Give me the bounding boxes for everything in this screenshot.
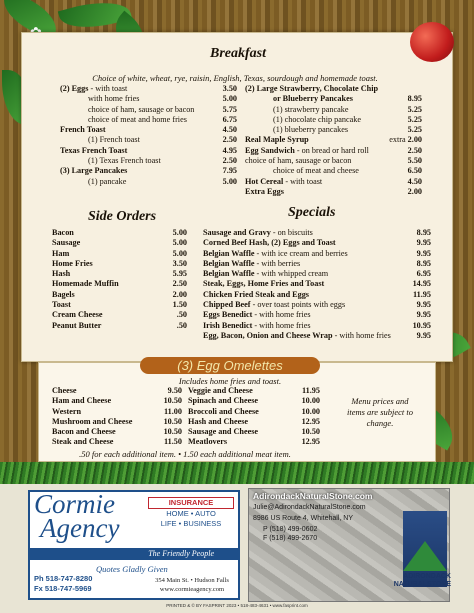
menu-item-price: 9.95 <box>416 300 431 310</box>
menu-item-name: Peanut Butter <box>52 320 102 330</box>
menu-item-price: 10.50 <box>163 416 182 426</box>
menu-item <box>203 331 431 341</box>
menu-item <box>203 310 431 320</box>
menu-item-name: French Toast <box>60 125 106 135</box>
menu-item <box>52 300 187 310</box>
menu-item-price: 5.00 <box>172 248 187 258</box>
menu-item-desc: - with toast <box>88 84 128 93</box>
menu-item-extra: extra <box>389 135 408 145</box>
menu-item-name: Hash and Cheese <box>188 416 249 426</box>
menu-item <box>60 156 237 166</box>
omelettes-footnote: .50 for each additional item. • 1.50 each additional meat item. <box>79 449 291 459</box>
menu-item-price: 11.00 <box>164 406 182 416</box>
omelettes-right-list <box>188 386 320 448</box>
breakfast-left-list <box>60 84 237 187</box>
menu-item-price: 11.95 <box>302 386 320 395</box>
menu-item-desc: (1) pancake <box>88 176 127 186</box>
stone-site: AdirondackNaturalStone.com <box>253 491 373 501</box>
menu-item-desc: - with home fries <box>252 310 311 320</box>
menu-item-name: Western <box>52 406 82 416</box>
menu-item-name: Home Fries <box>52 258 93 268</box>
menu-item <box>52 437 182 447</box>
menu-item-desc: - with berries <box>254 258 301 268</box>
menu-item-price: 9.95 <box>416 310 431 320</box>
menu-item-price: 9.95 <box>416 238 431 248</box>
menu-item-name: or Blueberry Pancakes <box>273 94 353 104</box>
menu-item-price: 5.25 <box>407 104 422 114</box>
breakfast-right-list <box>245 84 422 197</box>
menu-item <box>60 166 237 176</box>
menu-item-name: Ham and Cheese <box>52 396 112 406</box>
menu-item-price: 6.95 <box>416 269 431 279</box>
insurance-box <box>148 497 234 529</box>
menu-item-name: Bagels <box>52 289 75 299</box>
menu-item-name: (3) Large Pancakes <box>60 166 128 176</box>
menu-item-price: 5.00 <box>222 94 237 104</box>
menu-item-price: 2.50 <box>407 145 422 155</box>
menu-item <box>52 279 187 289</box>
menu-item <box>52 407 182 417</box>
menu-item-name: (2) Eggs <box>60 84 89 93</box>
menu-item-price: 5.00 <box>172 228 187 237</box>
menu-item-name: Egg Sandwich <box>245 145 295 155</box>
menu-item-name: Sausage and Gravy <box>203 228 271 237</box>
menu-item-price: 8.95 <box>416 228 431 237</box>
mountain-icon <box>403 541 447 571</box>
menu-item <box>245 177 422 187</box>
stone-email: Julie@AdirondackNaturalStone.com <box>253 504 366 511</box>
printer-credit: PRINTED & © BY FASPRINT 2023 • 518-483-4631 • www.fasprint.com <box>166 603 308 608</box>
menu-item-price: 10.95 <box>412 320 431 330</box>
menu-item-desc: choice of meat and home fries <box>88 114 187 124</box>
menu-item <box>52 290 187 300</box>
menu-item <box>245 156 422 166</box>
menu-item-price: .50 <box>176 310 187 320</box>
menu-item <box>245 105 422 115</box>
menu-item-desc: - on biscuits <box>270 228 313 237</box>
cormie-address: 354 Main St. • Hudson Falls www.cormieagency.com <box>155 577 229 593</box>
menu-item-price: 1.50 <box>172 300 187 310</box>
menu-item-name: Hot Cereal <box>245 176 284 186</box>
menu-item-price: 5.95 <box>172 269 187 279</box>
menu-item <box>245 166 422 176</box>
menu-item-price: 9.95 <box>416 330 431 340</box>
menu-item-price: 2.50 <box>222 135 237 145</box>
menu-item-price: 14.95 <box>412 279 431 289</box>
menu-item-price: 5.00 <box>222 176 237 186</box>
menu-item-name: Steak and Cheese <box>52 437 114 447</box>
menu-item-desc: (1) blueberry pancakes <box>273 125 349 135</box>
menu-item-price: 10.50 <box>163 427 182 437</box>
menu-item-price: 5.50 <box>407 156 422 166</box>
menu-item-price: 12.95 <box>301 416 320 426</box>
menu-item-price: 10.50 <box>301 427 320 437</box>
menu-item-name: Hash <box>52 269 71 279</box>
menu-item-price: 9.95 <box>416 248 431 258</box>
menu-item-price: 4.50 <box>407 176 422 186</box>
menu-item-price: 10.50 <box>163 396 182 406</box>
menu-item-desc: - on bread or hard roll <box>294 145 369 155</box>
menu-item-price: 5.00 <box>172 238 187 248</box>
menu-item-price: 11.50 <box>164 437 182 447</box>
menu-item-name: Sausage <box>52 238 81 248</box>
stone-phone: P (518) 499-0602 <box>263 526 318 533</box>
stone-fax: F (518) 499-2670 <box>263 535 318 542</box>
menu-item-price: 5.75 <box>222 104 237 114</box>
menu-item-name: Egg, Bacon, Onion and Cheese Wrap <box>203 330 333 340</box>
menu-item-name: Homemade Muffin <box>52 279 119 289</box>
menu-item-name: Bacon and Cheese <box>52 427 116 437</box>
menu-item-price: 2.00 <box>407 186 422 196</box>
stone-address: 8986 US Route 4, Whitehall, NY <box>253 515 353 522</box>
menu-item <box>245 84 422 94</box>
menu-item <box>60 125 237 135</box>
menu-item-name: Belgian Waffle <box>203 269 255 279</box>
menu-item-price: 6.75 <box>222 114 237 124</box>
menu-item <box>60 177 237 187</box>
menu-item <box>245 135 422 145</box>
menu-item-name: (2) Large Strawberry, Chocolate Chip <box>245 84 379 93</box>
menu-item-desc: (1) strawberry pancake <box>273 104 349 114</box>
menu-item-price: 11.95 <box>413 289 431 299</box>
menu-item-name: Ham <box>52 248 70 258</box>
cormie-phones: Ph 518-747-8280 Fx 518-747-5969 <box>34 574 93 593</box>
menu-item-name: Sausage and Cheese <box>188 427 259 437</box>
menu-item-name: Eggs Benedict <box>203 310 253 320</box>
menu-item <box>60 135 237 145</box>
menu-item-name: Chicken Fried Steak and Eggs <box>203 289 309 299</box>
menu-item-price: 10.00 <box>301 396 320 406</box>
menu-item <box>60 146 237 156</box>
menu-item <box>188 417 320 427</box>
menu-item <box>52 386 182 396</box>
omelettes-left-list <box>52 386 182 448</box>
menu-item-desc: - with home fries <box>332 330 391 340</box>
menu-item-name: Spinach and Cheese <box>188 396 259 406</box>
logo-text: ADIRONDACK NATURALSTONE <box>393 573 451 588</box>
menu-item-price: 3.50 <box>172 258 187 268</box>
menu-item-name: Toast <box>52 300 71 310</box>
menu-item-name: Corned Beef Hash, (2) Eggs and Toast <box>203 238 336 248</box>
menu-item <box>52 427 182 437</box>
menu-item-name: Meatlovers <box>188 437 228 447</box>
menu-item-desc: choice of ham, sausage or bacon <box>245 156 352 166</box>
menu-item <box>52 259 187 269</box>
menu-item-price: 8.95 <box>416 258 431 268</box>
apple-icon <box>410 22 454 62</box>
menu-item <box>60 115 237 125</box>
menu-item <box>203 238 431 248</box>
cormie-tagline: The Friendly People <box>30 548 238 560</box>
menu-item <box>52 249 187 259</box>
menu-item-price: 2.00 <box>172 289 187 299</box>
menu-item-price: 2.00 <box>407 135 422 145</box>
menu-item <box>203 300 431 310</box>
menu-item-name: Cheese <box>52 386 77 395</box>
menu-item <box>60 105 237 115</box>
menu-item-name: Steak, Eggs, Home Fries and Toast <box>203 279 325 289</box>
omelettes-title: (3) Egg Omelettes <box>140 357 320 374</box>
menu-item-desc: choice of ham, sausage or bacon <box>88 104 195 114</box>
menu-item-price: 6.50 <box>407 166 422 176</box>
menu-item-price: 9.50 <box>167 386 182 395</box>
menu-item-price: 5.25 <box>407 125 422 135</box>
menu-item <box>188 437 320 447</box>
menu-item <box>52 396 182 406</box>
specials-title: Specials <box>288 205 336 220</box>
menu-item-desc: (1) Texas French toast <box>88 156 161 166</box>
menu-item-name: Mushroom and Cheese <box>52 416 133 426</box>
menu-item-price: 3.50 <box>222 84 237 93</box>
price-notice: Menu prices and items are subject to change. <box>346 396 414 428</box>
menu-item <box>203 259 431 269</box>
menu-item <box>60 94 237 104</box>
cormie-agency-ad <box>28 490 240 600</box>
menu-item <box>203 321 431 331</box>
cormie-agency-name: Cormie Agency <box>34 489 120 543</box>
menu-item-desc: (1) French toast <box>88 135 140 145</box>
menu-item-price: .50 <box>176 320 187 330</box>
menu-item-name: Bacon <box>52 228 74 237</box>
menu-item-name: Extra Eggs <box>245 186 284 196</box>
menu-item <box>188 386 320 396</box>
menu-item <box>245 115 422 125</box>
menu-item-price: 7.95 <box>222 166 237 176</box>
menu-item <box>188 396 320 406</box>
cormie-quotes: Quotes Gladly Given <box>96 564 168 574</box>
menu-item-price: 2.50 <box>172 279 187 289</box>
breakfast-title: Breakfast <box>210 46 266 61</box>
menu-item-desc: - with toast <box>283 176 323 186</box>
menu-item <box>245 146 422 156</box>
menu-item <box>188 427 320 437</box>
menu-item-price: 8.95 <box>407 94 422 104</box>
menu-item <box>203 279 431 289</box>
menu-item <box>52 321 187 331</box>
menu-item-desc: - with ice cream and berries <box>254 248 348 258</box>
menu-item <box>60 84 237 94</box>
menu-item <box>203 269 431 279</box>
menu-item <box>188 407 320 417</box>
insurance-label: INSURANCE <box>148 497 234 509</box>
menu-item <box>203 290 431 300</box>
menu-item-name: Irish Benedict <box>203 320 253 330</box>
menu-item <box>245 187 422 197</box>
menu-item-name: Cream Cheese <box>52 310 103 320</box>
menu-item-price: 10.00 <box>301 406 320 416</box>
menu-item <box>52 417 182 427</box>
menu-item-desc: with home fries <box>88 94 140 104</box>
insurance-lines-1: HOME • AUTO <box>166 509 216 518</box>
menu-item <box>245 94 422 104</box>
menu-item <box>203 249 431 259</box>
menu-item-price: 12.95 <box>301 437 320 447</box>
menu-item-price: 2.50 <box>222 156 237 166</box>
menu-item-desc: (1) chocolate chip pancake <box>273 114 361 124</box>
menu-item <box>203 228 431 238</box>
menu-item-name: Real Maple Syrup <box>245 135 309 145</box>
menu-item <box>52 310 187 320</box>
menu-item <box>52 238 187 248</box>
menu-item-name: Belgian Waffle <box>203 248 255 258</box>
menu-item-name: Veggie and Cheese <box>188 386 253 395</box>
menu-item <box>52 269 187 279</box>
menu-item-price: 4.50 <box>222 125 237 135</box>
adirondack-stone-ad <box>248 488 450 602</box>
menu-item-name: Texas French Toast <box>60 145 128 155</box>
menu-item-desc: - over toast points with eggs <box>250 300 346 310</box>
omelettes-subtitle: Includes home fries and toast. <box>178 376 282 386</box>
side-orders-title: Side Orders <box>88 209 157 224</box>
menu-item <box>245 125 422 135</box>
adirondack-logo <box>393 511 451 588</box>
menu-item-price: 5.25 <box>407 114 422 124</box>
insurance-lines-2: LIFE • BUSINESS <box>160 519 222 528</box>
menu-item <box>52 228 187 238</box>
menu-item-name: Broccoli and Cheese <box>188 406 259 416</box>
specials-list <box>203 228 431 341</box>
menu-item-name: Chipped Beef <box>203 300 251 310</box>
menu-item-desc: choice of meat and cheese <box>273 166 359 176</box>
breakfast-intro: Choice of white, wheat, rye, raisin, English, Texas, sourdough and homemade toast. <box>92 73 378 83</box>
side-orders-list <box>52 228 187 331</box>
menu-item-desc: - with whipped cream <box>254 269 329 279</box>
menu-item-name: Belgian Waffle <box>203 258 255 268</box>
menu-item-price: 4.95 <box>222 145 237 155</box>
menu-item-desc: - with home fries <box>252 320 311 330</box>
